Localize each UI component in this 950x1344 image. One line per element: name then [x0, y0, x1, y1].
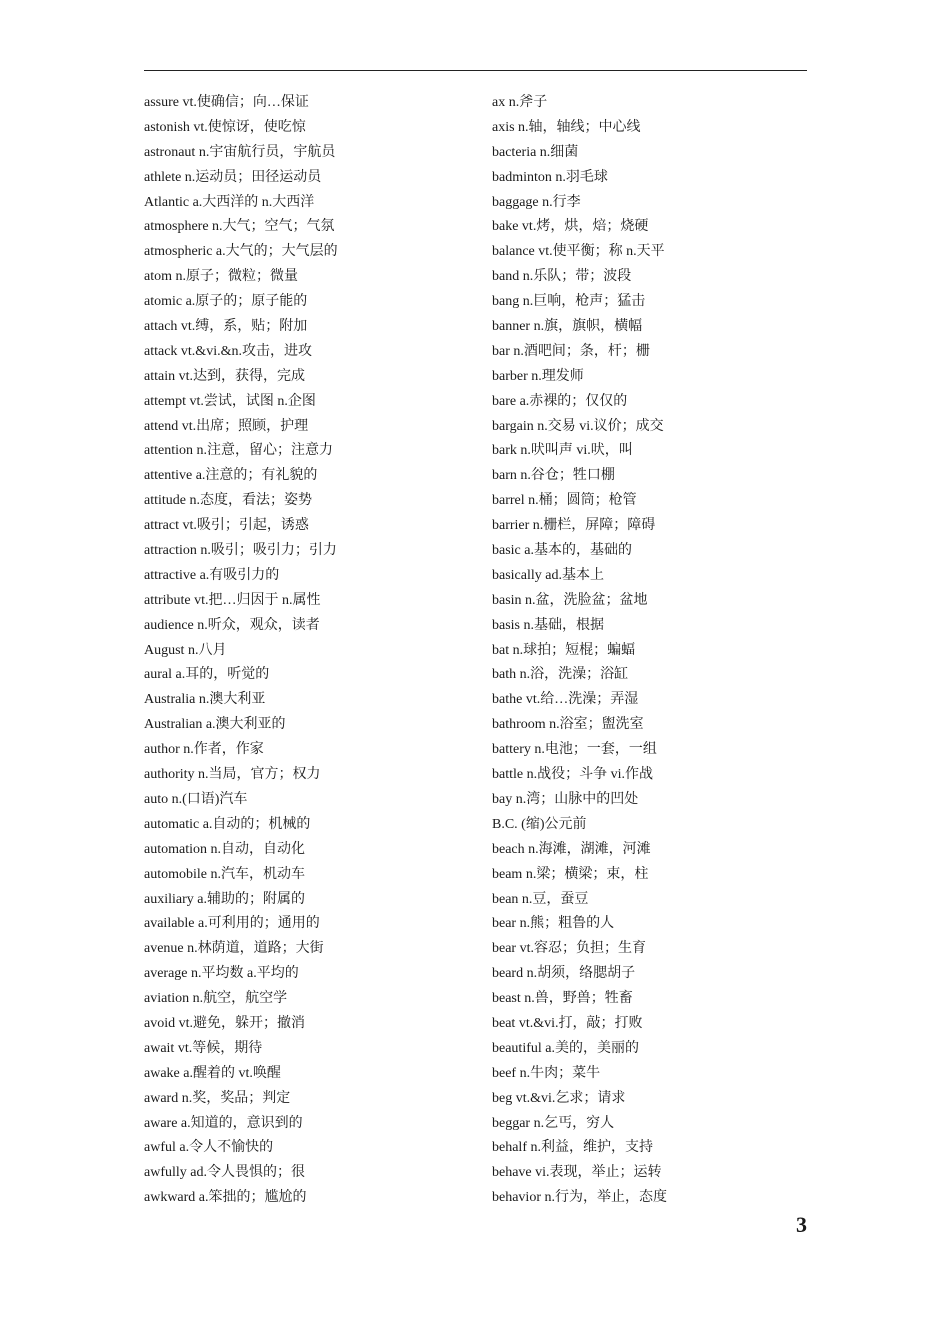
vocabulary-entry: Atlantic a.大西洋的 n.大西洋: [144, 194, 315, 210]
vocabulary-entry: aware a.知道的，意识到的: [144, 1115, 303, 1131]
vocabulary-entry: attention n.注意，留心；注意力: [144, 443, 333, 459]
vocabulary-entry: auxiliary a.辅助的；附属的: [144, 891, 305, 907]
vocabulary-entry: avenue n.林荫道，道路；大街: [144, 941, 324, 957]
vocabulary-entry: await vt.等候，期待: [144, 1040, 263, 1056]
vocabulary-entry: automation n.自动，自动化: [144, 841, 305, 857]
vocabulary-entry: bat n.球拍；短棍；蝙蝠: [492, 642, 636, 658]
vocabulary-entry: aviation n.航空，航空学: [144, 991, 288, 1007]
vocabulary-entry: attack vt.&vi.&n.攻击，进攻: [144, 343, 312, 359]
vocabulary-entry: attend vt.出席；照顾，护理: [144, 418, 309, 434]
vocabulary-column-right: [492, 91, 822, 1211]
vocabulary-entry: astonish vt.使惊讶，使吃惊: [144, 119, 306, 135]
vocabulary-entry: balance vt.使平衡；称 n.天平: [492, 244, 665, 260]
vocabulary-entry: barrel n.桶；圆筒；枪管: [492, 493, 637, 509]
vocabulary-entry: beard n.胡须，络腮胡子: [492, 966, 636, 982]
vocabulary-entry: axis n.轴，轴线；中心线: [492, 119, 641, 135]
vocabulary-entry: auto n.(口语)汽车: [144, 791, 248, 807]
vocabulary-entry: basic a.基本的，基础的: [492, 543, 632, 559]
vocabulary-entry: bar n.酒吧间；条，杆；栅: [492, 343, 650, 359]
vocabulary-entry: banner n.旗，旗帜，横幅: [492, 319, 643, 335]
vocabulary-entry: beggar n.乞丐，穷人: [492, 1115, 615, 1131]
vocabulary-entry: automatic a.自动的；机械的: [144, 816, 311, 832]
vocabulary-entry: atmosphere n.大气；空气；气氛: [144, 219, 335, 235]
vocabulary-entry: bargain n.交易 vi.议价；成交: [492, 418, 664, 434]
vocabulary-entry: behave vi.表现，举止；运转: [492, 1165, 662, 1181]
vocabulary-entry: attraction n.吸引；吸引力；引力: [144, 543, 337, 559]
vocabulary-column-left: [144, 91, 474, 1211]
vocabulary-entry: atmospheric a.大气的；大气层的: [144, 244, 338, 260]
page-number: 3: [796, 1212, 807, 1237]
vocabulary-entry: Australia n.澳大利亚: [144, 692, 266, 708]
vocabulary-entry: authority n.当局，官方；权力: [144, 767, 321, 783]
vocabulary-entry: awkward a.笨拙的；尴尬的: [144, 1190, 307, 1206]
vocabulary-entry: bear vt.容忍；负担；生育: [492, 941, 646, 957]
vocabulary-entry: bath n.浴，洗澡；浴缸: [492, 667, 629, 683]
vocabulary-entry: author n.作者，作家: [144, 742, 264, 758]
vocabulary-entry: award n.奖，奖品；判定: [144, 1090, 291, 1106]
vocabulary-entry: beat vt.&vi.打，敲；打败: [492, 1015, 643, 1031]
vocabulary-entry: badminton n.羽毛球: [492, 169, 608, 185]
vocabulary-entry: aural a.耳的，听觉的: [144, 667, 270, 683]
vocabulary-entry: August n.八月: [144, 642, 227, 658]
vocabulary-entry: bear n.熊；粗鲁的人: [492, 916, 615, 932]
vocabulary-entry: B.C. (缩)公元前: [492, 816, 587, 832]
vocabulary-entry: beef n.牛肉；菜牛: [492, 1065, 601, 1081]
vocabulary-entry: beast n.兽，野兽；牲畜: [492, 991, 633, 1007]
vocabulary-entry: assure vt.使确信；向…保证: [144, 95, 309, 110]
vocabulary-entry: barrier n.栅栏，屏障；障碍: [492, 518, 656, 534]
vocabulary-entry: behavior n.行为，举止，态度: [492, 1190, 667, 1206]
vocabulary-entry: avoid vt.避免，躲开；撤消: [144, 1015, 305, 1031]
vocabulary-entry: attract vt.吸引；引起，诱惑: [144, 518, 309, 534]
vocabulary-entry: bake vt.烤，烘，焙；烧硬: [492, 219, 649, 235]
vocabulary-entry: audience n.听众，观众，读者: [144, 617, 320, 633]
vocabulary-entry: bathroom n.浴室；盥洗室: [492, 717, 644, 733]
vocabulary-entry: Australian a.澳大利亚的: [144, 717, 286, 733]
vocabulary-entry: bark n.吠叫声 vi.吠，叫: [492, 443, 633, 459]
vocabulary-entry: athlete n.运动员；田径运动员: [144, 169, 322, 185]
vocabulary-entry: bacteria n.细菌: [492, 144, 579, 160]
vocabulary-entry: automobile n.汽车，机动车: [144, 866, 305, 882]
vocabulary-entry: atomic a.原子的；原子能的: [144, 294, 308, 310]
vocabulary-entry: beg vt.&vi.乞求；请求: [492, 1090, 626, 1106]
vocabulary-entry: basis n.基础，根据: [492, 617, 604, 633]
vocabulary-entry: bean n.豆，蚕豆: [492, 891, 589, 907]
vocabulary-entry: attentive a.注意的；有礼貌的: [144, 468, 318, 484]
vocabulary-entry: barber n.理发师: [492, 368, 584, 384]
vocabulary-entry: ax n.斧子: [492, 95, 548, 110]
header-rule: [144, 70, 807, 71]
vocabulary-entry: average n.平均数 a.平均的: [144, 966, 299, 982]
vocabulary-entry: bare a.赤裸的；仅仅的: [492, 393, 628, 409]
vocabulary-entry: astronaut n.宇宙航行员，宇航员: [144, 144, 336, 160]
vocabulary-entry: attractive a.有吸引力的: [144, 567, 280, 583]
vocabulary-entry: behalf n.利益，维护，支持: [492, 1140, 653, 1156]
vocabulary-entry: atom n.原子；微粒；微量: [144, 269, 298, 285]
vocabulary-entry: battery n.电池；一套，一组: [492, 742, 657, 758]
vocabulary-entry: available a.可利用的；通用的: [144, 916, 320, 932]
vocabulary-entry: barn n.谷仓；牲口棚: [492, 468, 615, 484]
vocabulary-entry: attain vt.达到，获得，完成: [144, 368, 305, 384]
vocabulary-entry: battle n.战役；斗争 vi.作战: [492, 767, 653, 783]
vocabulary-entry: attach vt.缚，系，贴；附加: [144, 319, 308, 335]
vocabulary-entry: beautiful a.美的，美丽的: [492, 1040, 639, 1056]
vocabulary-entry: beam n.梁；横梁；束，柱: [492, 866, 649, 882]
vocabulary-entry: awful a.令人不愉快的: [144, 1140, 274, 1156]
vocabulary-entry: awake a.醒着的 vt.唤醒: [144, 1065, 281, 1081]
vocabulary-entry: band n.乐队；带；波段: [492, 269, 632, 285]
vocabulary-entry: attempt vt.尝试，试图 n.企图: [144, 393, 316, 409]
vocabulary-entry: bathe vt.给…洗澡；弄湿: [492, 692, 639, 708]
vocabulary-entry: basin n.盆，洗脸盆；盆地: [492, 592, 648, 608]
vocabulary-entry: attribute vt.把…归因于 n.属性: [144, 592, 321, 608]
vocabulary-entry: bang n.巨响，枪声；猛击: [492, 294, 646, 310]
vocabulary-entry: awfully ad.令人畏惧的；很: [144, 1165, 305, 1181]
vocabulary-entry: baggage n.行李: [492, 194, 581, 210]
vocabulary-entry: bay n.湾；山脉中的凹处: [492, 791, 639, 807]
vocabulary-entry: basically ad.基本上: [492, 567, 604, 583]
vocabulary-entry: attitude n.态度，看法；姿势: [144, 493, 312, 509]
vocabulary-entry: beach n.海滩，湖滩，河滩: [492, 841, 651, 857]
